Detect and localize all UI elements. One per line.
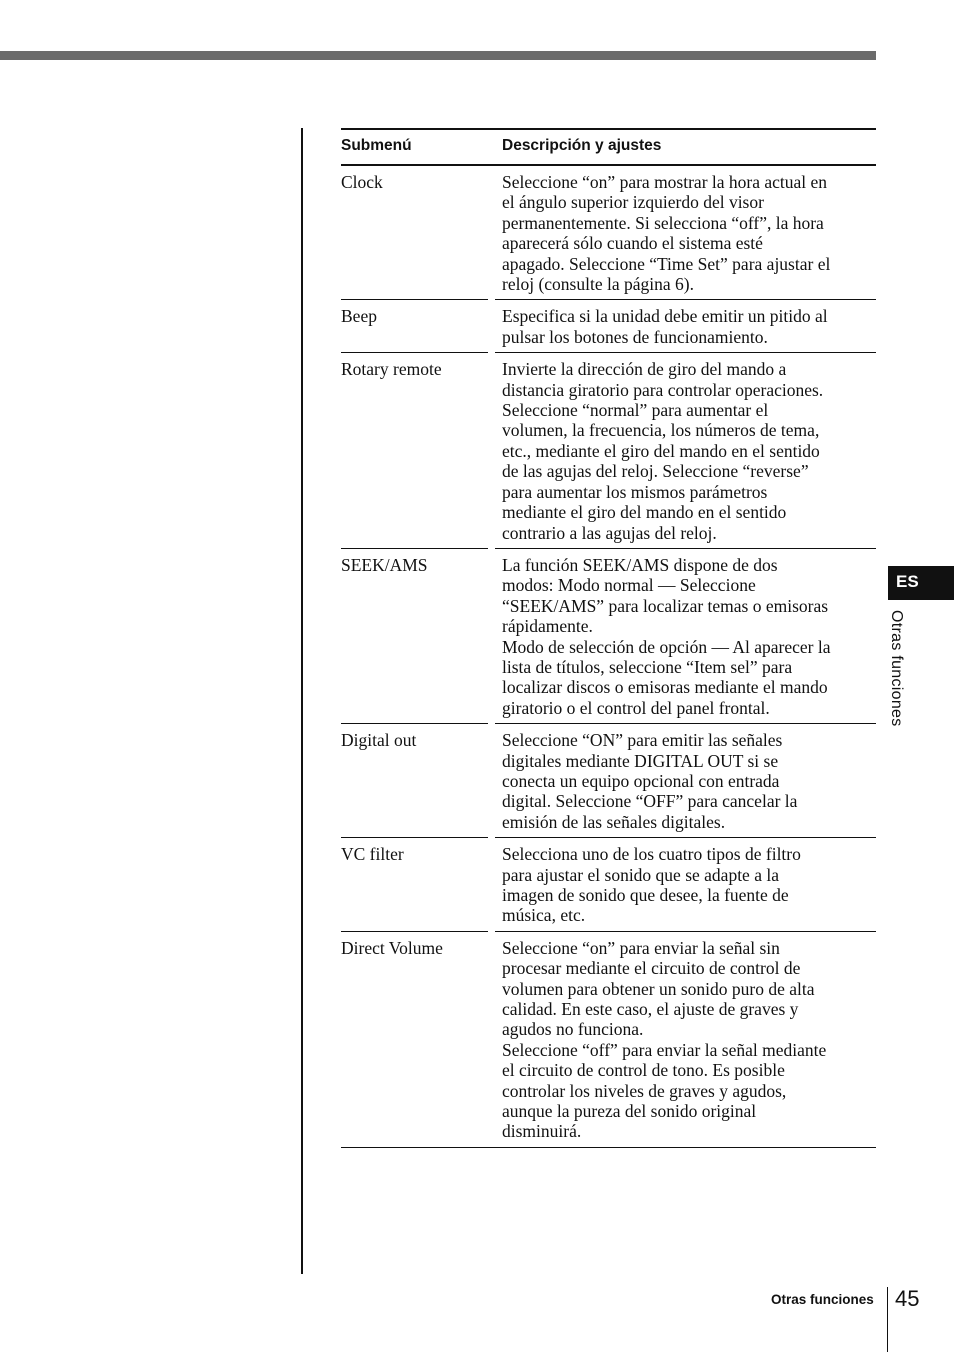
submenu-description: La función SEEK/AMS dispone de dos modos: Modo normal — Seleccione “SEEK/AMS” para localizar temas o emisoras rápidamente. Modo de selección de opción — Al aparecer la lista de títulos, seleccione “Item sel” para localizar discos o emisoras mediante el mando giratorio o el control del panel frontal. bbox=[502, 554, 831, 718]
submenu-name: Digital out bbox=[341, 730, 417, 751]
header-submenu: Submenú bbox=[341, 137, 412, 154]
submenu-name: SEEK/AMS bbox=[341, 554, 428, 575]
submenu-name: VC filter bbox=[341, 844, 404, 865]
table-row bbox=[341, 724, 876, 838]
table-row bbox=[341, 353, 876, 549]
table-row bbox=[341, 549, 876, 724]
table-row bbox=[341, 838, 876, 932]
side-section-text: Otras funciones bbox=[888, 610, 905, 727]
submenu-description: Especifica si la unidad debe emitir un pitido al pulsar los botones de funcionamiento. bbox=[502, 306, 828, 347]
header-bar bbox=[0, 51, 876, 60]
footer-section-name: Otras funciones bbox=[771, 1292, 874, 1307]
footer-divider bbox=[887, 1287, 888, 1352]
column-divider bbox=[301, 128, 303, 1274]
page-number: 45 bbox=[895, 1286, 920, 1311]
submenu-description: Selecciona uno de los cuatro tipos de filtro para ajustar el sonido que se adapte a la imagen de sonido que desee, la fuente de música, etc. bbox=[502, 844, 801, 926]
table-row bbox=[341, 300, 876, 353]
language-code: ES bbox=[896, 572, 919, 591]
submenu-description: Invierte la dirección de giro del mando a distancia giratorio para controlar operaciones. Seleccione “normal” para aumentar el volumen, la frecuencia, los números de tema, etc., mediante el giro del mando en el sentido de las agujas del reloj. Seleccione “reverse” para aumentar los mismos parámetros mediante el giro del mando en el sentido contrario a las agujas del reloj. bbox=[502, 359, 824, 543]
table-row bbox=[341, 166, 876, 300]
table-header bbox=[341, 128, 876, 166]
submenu-description: Seleccione “ON” para emitir las señales digitales mediante DIGITAL OUT si se conecta un equipo opcional con entrada digital. Seleccione “OFF” para cancelar la emisión de las señales digitales. bbox=[502, 730, 798, 832]
settings-table bbox=[341, 128, 876, 1148]
header-description: Descripción y ajustes bbox=[502, 137, 662, 154]
submenu-name: Beep bbox=[341, 306, 377, 327]
side-section-label bbox=[885, 610, 905, 744]
submenu-name: Direct Volume bbox=[341, 937, 443, 958]
submenu-name: Clock bbox=[341, 172, 383, 192]
submenu-name: Rotary remote bbox=[341, 359, 442, 380]
table-bottom-rule bbox=[341, 1147, 876, 1148]
language-tab bbox=[888, 566, 954, 600]
table-row bbox=[341, 932, 876, 1148]
submenu-description: Seleccione “on” para mostrar la hora actual en el ángulo superior izquierdo del visor permanentemente. Si selecciona “off”, la hora aparecerá sólo cuando el sistema esté apagado. Seleccione “Time Set” para ajustar el reloj (consulte la página 6). bbox=[502, 172, 831, 295]
submenu-description: Seleccione “on” para enviar la señal sin procesar mediante el circuito de control de volumen para obtener un sonido puro de alta calidad. En este caso, el ajuste de graves y agudos no funciona. Seleccione “off” para enviar la señal mediante el circuito de control de tono. Es posible controlar los niveles de graves y agudos, aunque la pureza del sonido original disminuirá. bbox=[502, 937, 827, 1142]
